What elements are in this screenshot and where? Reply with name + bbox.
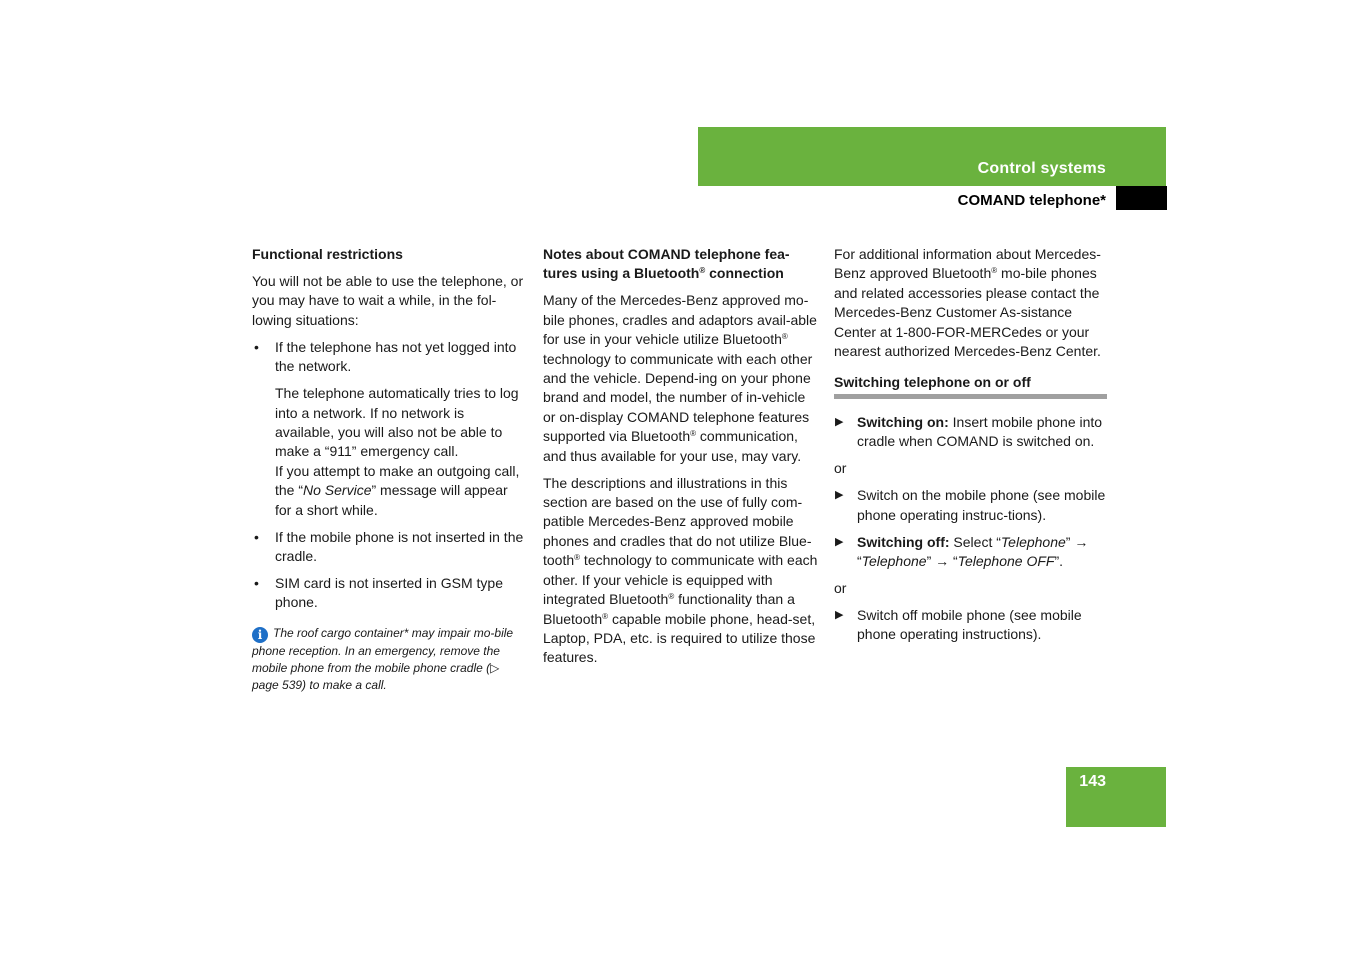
heading-switching-telephone: Switching telephone on or off bbox=[834, 373, 1107, 398]
column-bluetooth-notes bbox=[543, 245, 819, 675]
step-switch-on-phone: ▶ Switch on the mobile phone (see mobile phone operating instruc-tions). bbox=[835, 487, 1106, 523]
step-switch-off-phone: ▶ Switch off mobile phone (see mobile phone operating instructions). bbox=[835, 607, 1082, 643]
no-service-message: No Service bbox=[303, 482, 372, 499]
page-number: 143 bbox=[1079, 773, 1106, 790]
column-switching bbox=[834, 245, 1107, 652]
or-text: or bbox=[834, 580, 847, 597]
info-icon: i bbox=[252, 627, 268, 643]
paragraph: The descriptions and illustrations in this section are based on the use of fully com-patible Mercedes-Benz approved mobile phones and cradles that do not utilize Blue-tooth® technology to communicate with each other. If your vehicle is equipped with integrated Bluetooth® functionality than a Bluetooth® capable mobile phone, head-set, Laptop, PDA, etc. is required to utilize those features. bbox=[543, 474, 818, 666]
or-text: or bbox=[834, 460, 847, 477]
list-item: • If the mobile phone is not inserted in the cradle. bbox=[252, 528, 526, 567]
heading-bluetooth-notes: Notes about COMAND telephone fea-tures using a Bluetooth® connection bbox=[543, 246, 790, 282]
triangle-bullet-icon: ▶ bbox=[835, 609, 844, 622]
list-item: • If the telephone has not yet logged into the network. bbox=[252, 338, 526, 377]
intro-paragraph: You will not be able to use the telephone, or you may have to wait a while, in the fol-lowing situations: bbox=[252, 273, 524, 328]
subsection-title: COMAND telephone* bbox=[957, 192, 1106, 209]
list-item: • SIM card is not inserted in GSM type phone. bbox=[252, 574, 526, 613]
paragraph: Many of the Mercedes-Benz approved mo-bile phones, cradles and adaptors avail-able for use in your vehicle utilize Bluetooth® technology to communicate with each other and the vehicle. Depend-ing on your phone brand and model, the number of in-vehicle or on-display COMAND telephone features supported via Bluetooth® communication, and thus available for your use, may vary. bbox=[543, 292, 817, 464]
column-functional-restrictions bbox=[252, 245, 526, 694]
thumb-tab bbox=[1116, 186, 1167, 210]
step-switching-on: ▶ Switching on: Insert mobile phone into cradle when COMAND is switched on. bbox=[835, 413, 1103, 450]
heading-functional-restrictions: Functional restrictions bbox=[252, 246, 403, 262]
step-switching-off: ▶ Switching off: Select “Telephone” → “Telephone” → “Telephone OFF”. bbox=[835, 533, 1089, 570]
triangle-bullet-icon: ▶ bbox=[835, 415, 844, 428]
triangle-bullet-icon: ▶ bbox=[835, 535, 844, 548]
triangle-bullet-icon: ▶ bbox=[835, 489, 844, 502]
info-note: i The roof cargo container* may impair mo-bile phone reception. In an emergency, remove the mobile phone from the mobile phone cradle (▷ page 539) to make a call. bbox=[252, 625, 514, 692]
paragraph: For additional information about Mercedes-Benz approved Bluetooth® mo-bile phones and related accessories please contact the Mercedes-Benz Customer As-sistance Center at 1-800-FOR-MERCedes or your nearest authorized Mercedes-Benz Center. bbox=[834, 246, 1101, 360]
section-title: Control systems bbox=[977, 160, 1106, 177]
bullet-detail: The telephone automatically tries to log into a network. If no network is available, you will also not be able to make a “911” emergency call. If you attempt to make an outgoing call, the “No Service” message will appear for a short while. bbox=[275, 385, 520, 518]
